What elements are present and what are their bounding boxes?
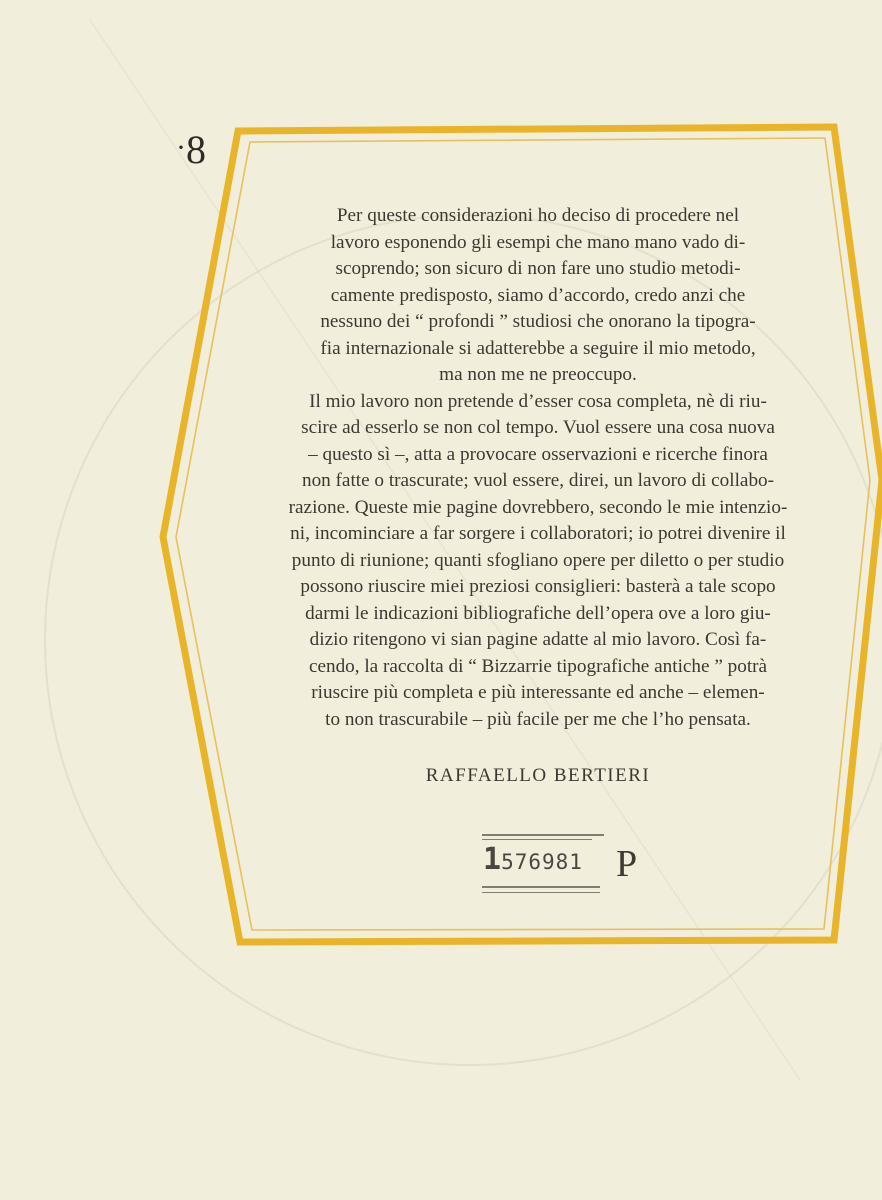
body-paragraph — [228, 203, 848, 733]
inventory-stamp — [480, 828, 660, 900]
text-line: darmi le indicazioni bibliografiche dell’opera ove a loro giu- — [305, 602, 771, 624]
text-line: dizio ritengono vi sian pagine adatte al mio lavoro. Così fa- — [309, 629, 767, 650]
stamp-rule-top — [482, 834, 604, 836]
text-line: Il mio lavoro non pretende d’esser cosa completa, nè di riu- — [309, 390, 767, 412]
text-line: ni, incominciare a far sorgere i collaboratori; io potrei divenire il — [290, 523, 786, 544]
text-line: nessuno dei “ profondi ” studiosi che onorano la tipogra- — [320, 311, 756, 332]
text-line: scire ad esserlo se non col tempo. Vuol essere una cosa nuova — [301, 417, 775, 438]
text-line: possono riuscire miei preziosi consiglieri: basterà a tale scopo — [300, 576, 776, 597]
text-line: – questo sì –, atta a provocare osservazioni e ricerche finora — [308, 443, 768, 465]
text-line: to non trascurabile – più facile per me che l’ho pensata. — [325, 708, 751, 730]
stamp-rule-top-thin — [482, 839, 592, 840]
text-line: ma non me ne preoccupo. — [439, 364, 637, 385]
text-line: riuscire più completa e più interessante ed anche – elemen- — [311, 682, 765, 703]
stamp-rule-bottom — [482, 886, 600, 888]
stamp-number: 1576981 — [483, 842, 583, 877]
text-line: scoprendo; son sicuro di non fare uno studio metodi- — [335, 258, 741, 279]
text-line: razione. Queste mie pagine dovrebbero, secondo le mie intenzio- — [288, 496, 788, 518]
text-line: camente predisposto, siamo d’accordo, credo anzi che — [330, 284, 746, 306]
text-line: punto di riunione; quanti sfogliano opere per diletto o per studio — [291, 549, 785, 571]
page-number: ·8 — [176, 127, 206, 172]
stamp-rule-bottom-thin — [482, 892, 600, 893]
text-line: fia internazionale si adatterebbe a seguire il mio metodo, — [320, 337, 756, 359]
text-line: non fatte o trascurate; vuol essere, direi, un lavoro di collabo- — [301, 470, 775, 491]
author-signature: RAFFAELLO BERTIERI — [425, 765, 651, 786]
text-line: Per queste considerazioni ho deciso di procedere nel — [336, 205, 740, 226]
text-line: cendo, la raccolta di “ Bizzarrie tipografiche antiche ” potrà — [308, 655, 768, 677]
text-line: lavoro esponendo gli esempi che mano mano vado di- — [330, 231, 746, 253]
stamp-letter: P — [616, 843, 638, 885]
